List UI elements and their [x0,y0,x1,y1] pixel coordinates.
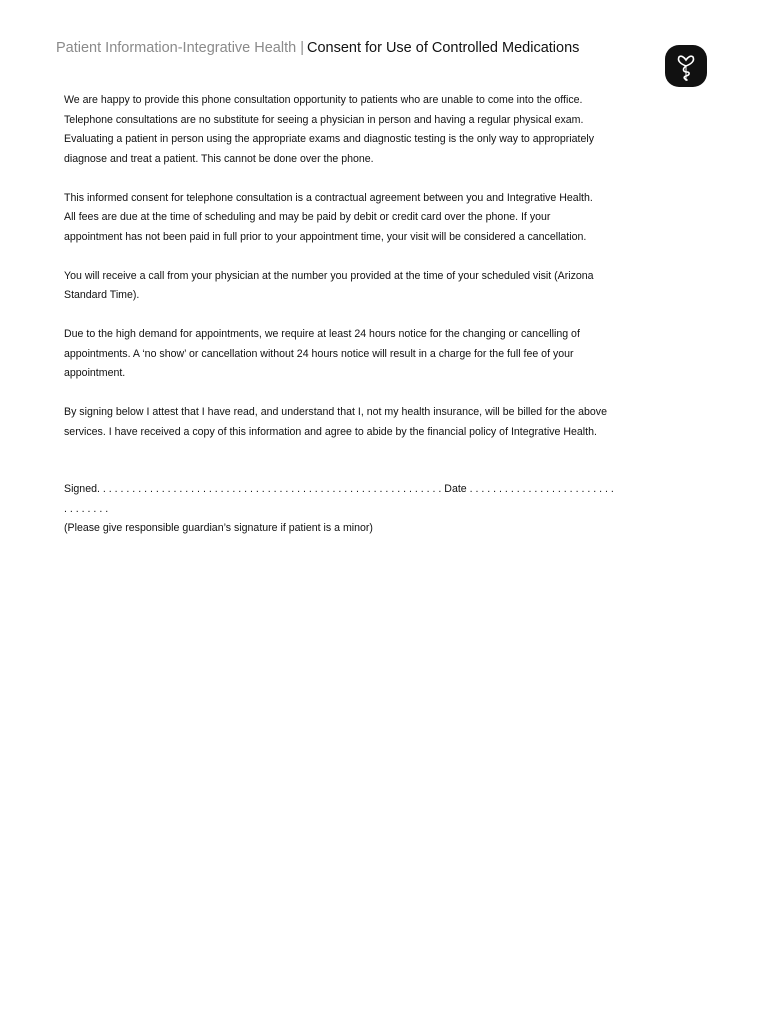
document-header [56,40,579,56]
consent-body [64,91,664,462]
header-separator: | [300,40,304,56]
signature-date-line[interactable]: Signed. . . . . . . . . . . . . . . . . . . . . . . . . . . . . . . . . . . . . . . . . . . . . . . . . . . . . . . . . . . Date . . . . . . . . . . . . . . . . . . . . . . . . . [64,483,614,495]
text-line: This informed consent for telephone consultation is a contractual agreement between you and Integrative Health. [64,191,593,204]
text-line: By signing below I attest that I have read, and understand that I, not my health insurance, will be billed for the above [64,406,607,418]
paragraph-attestation [64,403,664,442]
text-line: diagnose and treat a patient. This cannot be done over the phone. [64,152,374,165]
paragraph-cancellation [64,325,664,384]
logo [665,45,707,87]
text-line: Telephone consultations are no substitute for seeing a physician in person and having a regular physical exam. [64,113,584,126]
signature-continuation-line: . . . . . . . . [64,502,109,515]
text-line: All fees are due at the time of scheduling and may be paid by debit or credit card over the phone. If your [64,211,551,223]
text-line: We are happy to provide this phone consultation opportunity to patients who are unable to come into the office. [64,94,583,106]
signature-block [64,480,664,539]
guardian-note: (Please give responsible guardian’s signature if patient is a minor) [64,522,373,534]
text-line: Standard Time). [64,289,140,301]
text-line: You will receive a call from your physician at the number you provided at the time of your scheduled visit (Arizona [64,269,594,282]
text-line: appointment has not been paid in full prior to your appointment time, your visit will be considered a cancellation. [64,230,587,243]
paragraph-intro [64,91,664,169]
paragraph-call [64,267,664,306]
text-line: Evaluating a patient in person using the appropriate exams and diagnostic testing is the only way to appropriately [64,133,595,145]
text-line: appointment. [64,367,126,379]
document-title: Consent for Use of Controlled Medications [306,40,580,56]
text-line: services. I have received a copy of this information and agree to abide by the financial policy of Integrative Health. [64,425,597,438]
caduceus-leaf-icon [665,45,707,87]
text-line: Due to the high demand for appointments, we require at least 24 hours notice for the changing or cancelling of [64,328,580,340]
text-line: appointments. A ‘no show’ or cancellation without 24 hours notice will result in a charge for the full fee of your [64,347,574,360]
header-organization: Patient Information-Integrative Health [56,40,297,56]
paragraph-fees [64,189,664,248]
